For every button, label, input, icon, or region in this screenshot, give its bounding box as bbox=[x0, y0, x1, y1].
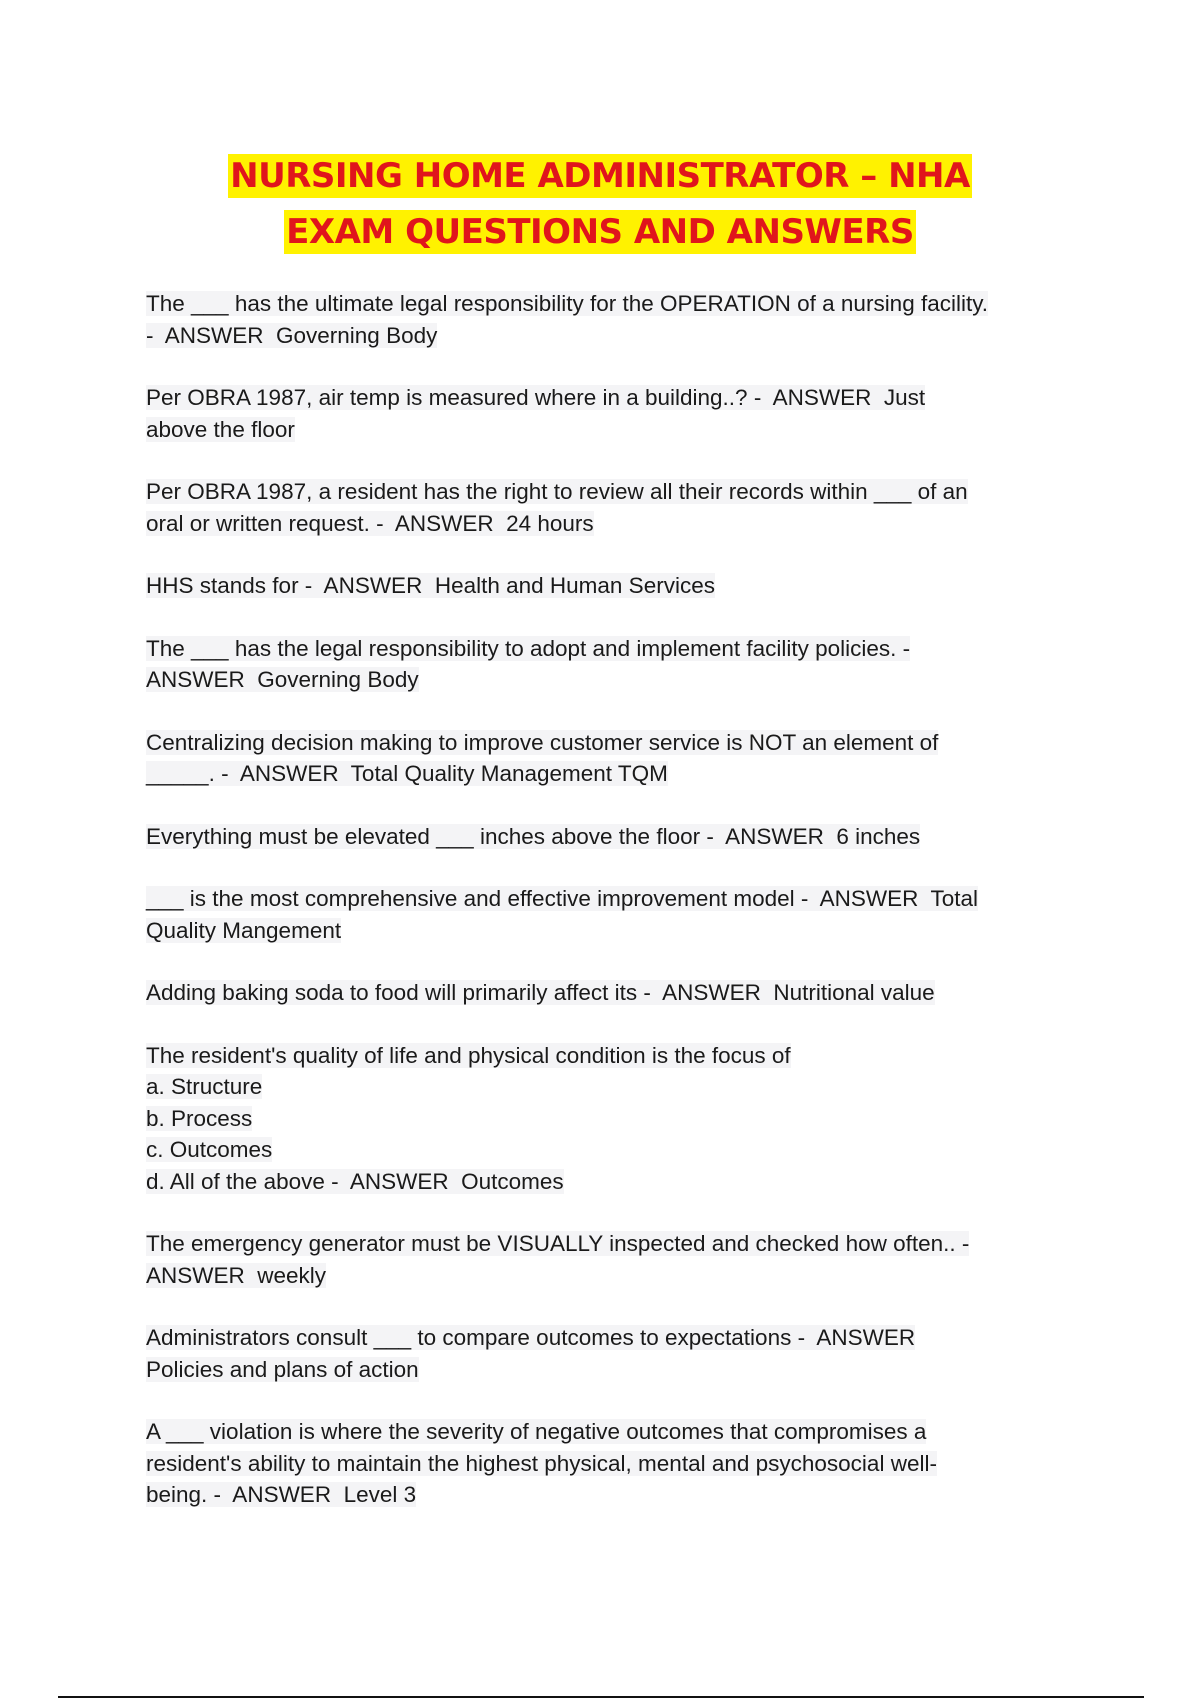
qa-item bbox=[146, 1322, 1066, 1385]
qa-text: The ___ has the ultimate legal responsibility for the OPERATION of a nursing facility. - ANSWER Governing Body bbox=[146, 291, 989, 348]
qa-item bbox=[146, 883, 1066, 946]
qa-text: ___ is the most comprehensive and effective improvement model - ANSWER Total Quality Mangement bbox=[146, 886, 979, 943]
qa-text: Adding baking soda to food will primarily affect its - ANSWER Nutritional value bbox=[146, 980, 935, 1005]
footer-divider bbox=[58, 1696, 1144, 1698]
qa-text: The emergency generator must be VISUALLY inspected and checked how often.. - ANSWER weekly bbox=[146, 1231, 970, 1288]
title-line-2: EXAM QUESTIONS AND ANSWERS bbox=[286, 212, 914, 252]
qa-text: The ___ has the legal responsibility to adopt and implement facility policies. - ANSWER Governing Body bbox=[146, 635, 911, 692]
qa-item bbox=[146, 821, 1066, 853]
qa-item bbox=[146, 1416, 1066, 1511]
qa-list bbox=[146, 288, 1066, 1542]
qa-text: Administrators consult ___ to compare outcomes to expectations - ANSWER Policies and plans of action bbox=[146, 1325, 916, 1382]
qa-text: A ___ violation is where the severity of negative outcomes that compromises a resident's ability to maintain the highest physical, mental and psychosocial well- being. - ANSWER Level 3 bbox=[146, 1419, 937, 1507]
qa-item bbox=[146, 727, 1066, 790]
qa-item bbox=[146, 1040, 1066, 1198]
qa-item bbox=[146, 1228, 1066, 1291]
qa-text: Per OBRA 1987, a resident has the right to review all their records within ___ of an oral or written request. - ANSWER 24 hours bbox=[146, 479, 968, 536]
qa-item bbox=[146, 633, 1066, 696]
qa-item bbox=[146, 476, 1066, 539]
qa-text: The resident's quality of life and physical condition is the focus of a. Structure b. Process c. Outcomes d. All of the above - ANSWER Outcomes bbox=[146, 1042, 791, 1194]
qa-item bbox=[146, 288, 1066, 351]
qa-item bbox=[146, 570, 1066, 602]
document-title bbox=[0, 148, 1200, 260]
qa-item bbox=[146, 977, 1066, 1009]
qa-item bbox=[146, 382, 1066, 445]
qa-text: Everything must be elevated ___ inches above the floor - ANSWER 6 inches bbox=[146, 823, 921, 849]
qa-text: Centralizing decision making to improve customer service is NOT an element of _____. - ANSWER Total Quality Management TQM bbox=[146, 729, 939, 786]
title-line-1: NURSING HOME ADMINISTRATOR – NHA bbox=[230, 156, 970, 196]
qa-text: Per OBRA 1987, air temp is measured where in a building..? - ANSWER Just above the floor bbox=[146, 385, 926, 442]
qa-text: HHS stands for - ANSWER Health and Human Services bbox=[146, 573, 715, 598]
